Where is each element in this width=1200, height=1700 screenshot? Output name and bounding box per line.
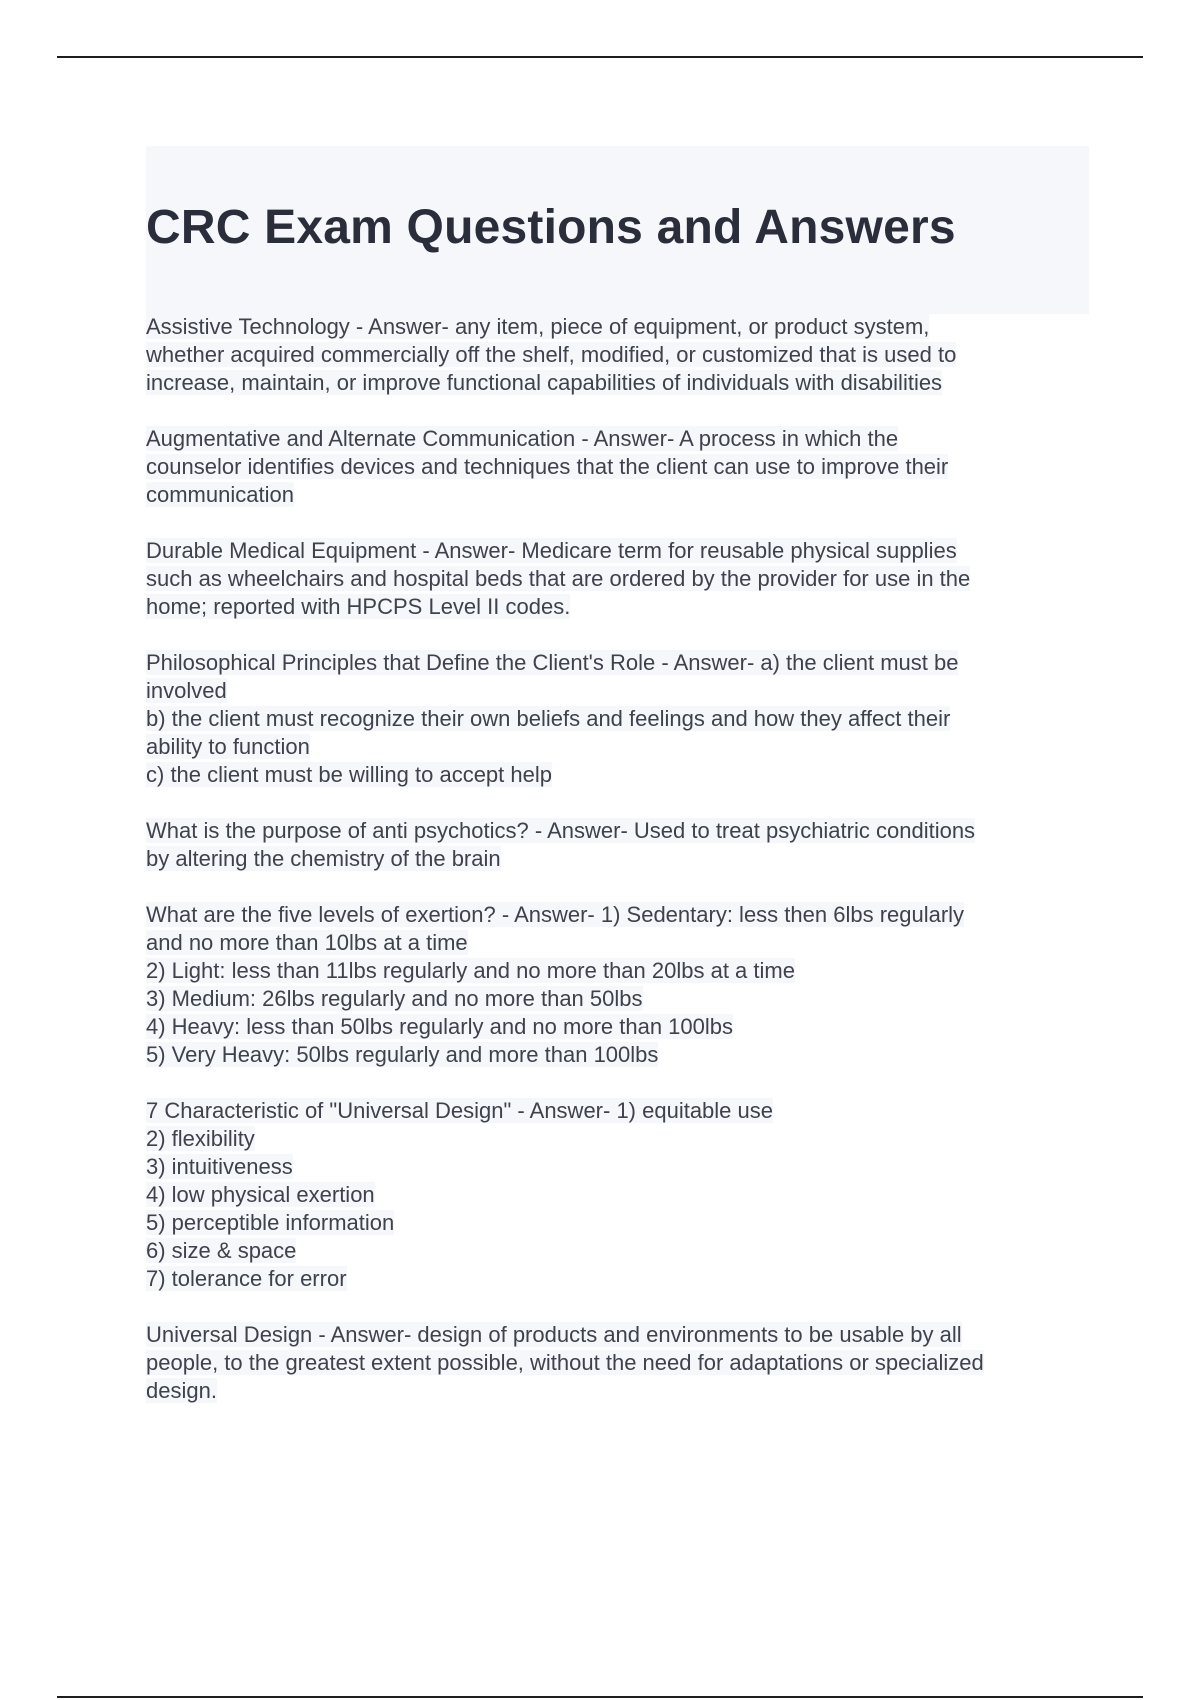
qa-line: counselor identifies devices and techniques that the client can use to improve their [146,454,949,479]
qa-entry-durable-medical-equipment [146,537,1086,621]
qa-entry-universal-design-characteristics [146,1097,1086,1293]
qa-entry-levels-of-exertion [146,901,1086,1069]
qa-line: whether acquired commercially off the shelf, modified, or customized that is used to [146,342,957,367]
qa-line: home; reported with HPCPS Level II codes. [146,594,571,619]
qa-line: design. [146,1378,217,1403]
qa-line: Augmentative and Alternate Communication - Answer- A process in which the [146,426,899,451]
qa-line: What are the five levels of exertion? - Answer- 1) Sedentary: less then 6lbs regularly [146,902,965,927]
qa-line: 5) perceptible information [146,1210,395,1235]
qa-line: ability to function [146,734,310,759]
qa-list [146,313,1086,1433]
qa-line: involved [146,678,227,703]
qa-line: 4) low physical exertion [146,1182,375,1207]
qa-entry-augmentative-communication [146,425,1086,509]
qa-line: Philosophical Principles that Define the Client's Role - Answer- a) the client must be [146,650,959,675]
qa-line: Assistive Technology - Answer- any item, piece of equipment, or product system, [146,314,930,339]
qa-line: 6) size & space [146,1238,297,1263]
qa-line: c) the client must be willing to accept help [146,762,552,787]
qa-line: 5) Very Heavy: 50lbs regularly and more than 100lbs [146,1042,659,1067]
qa-line: Universal Design - Answer- design of products and environments to be usable by all [146,1322,962,1347]
qa-line: Durable Medical Equipment - Answer- Medicare term for reusable physical supplies [146,538,957,563]
header-rule [57,56,1143,58]
qa-line: 7 Characteristic of "Universal Design" - Answer- 1) equitable use [146,1098,773,1123]
qa-line: 4) Heavy: less than 50lbs regularly and no more than 100lbs [146,1014,734,1039]
footer-rule [57,1696,1143,1698]
qa-entry-philosophical-principles [146,649,1086,789]
qa-line: such as wheelchairs and hospital beds that are ordered by the provider for use in the [146,566,971,591]
qa-line: 3) Medium: 26lbs regularly and no more than 50lbs [146,986,643,1011]
qa-entry-anti-psychotics [146,817,1086,873]
qa-line: What is the purpose of anti psychotics? - Answer- Used to treat psychiatric conditions [146,818,976,843]
qa-entry-assistive-technology [146,313,1086,397]
qa-line: 3) intuitiveness [146,1154,293,1179]
qa-entry-universal-design [146,1321,1086,1405]
qa-line: b) the client must recognize their own beliefs and feelings and how they affect their [146,706,951,731]
qa-line: increase, maintain, or improve functional capabilities of individuals with disabilities [146,370,943,395]
qa-line: 7) tolerance for error [146,1266,347,1291]
qa-line: people, to the greatest extent possible, without the need for adaptations or specialized [146,1350,984,1375]
qa-line: communication [146,482,294,507]
qa-line: and no more than 10lbs at a time [146,930,468,955]
qa-line: by altering the chemistry of the brain [146,846,501,871]
qa-line: 2) flexibility [146,1126,255,1151]
qa-line: 2) Light: less than 11lbs regularly and no more than 20lbs at a time [146,958,795,983]
page-title: CRC Exam Questions and Answers [146,201,956,254]
